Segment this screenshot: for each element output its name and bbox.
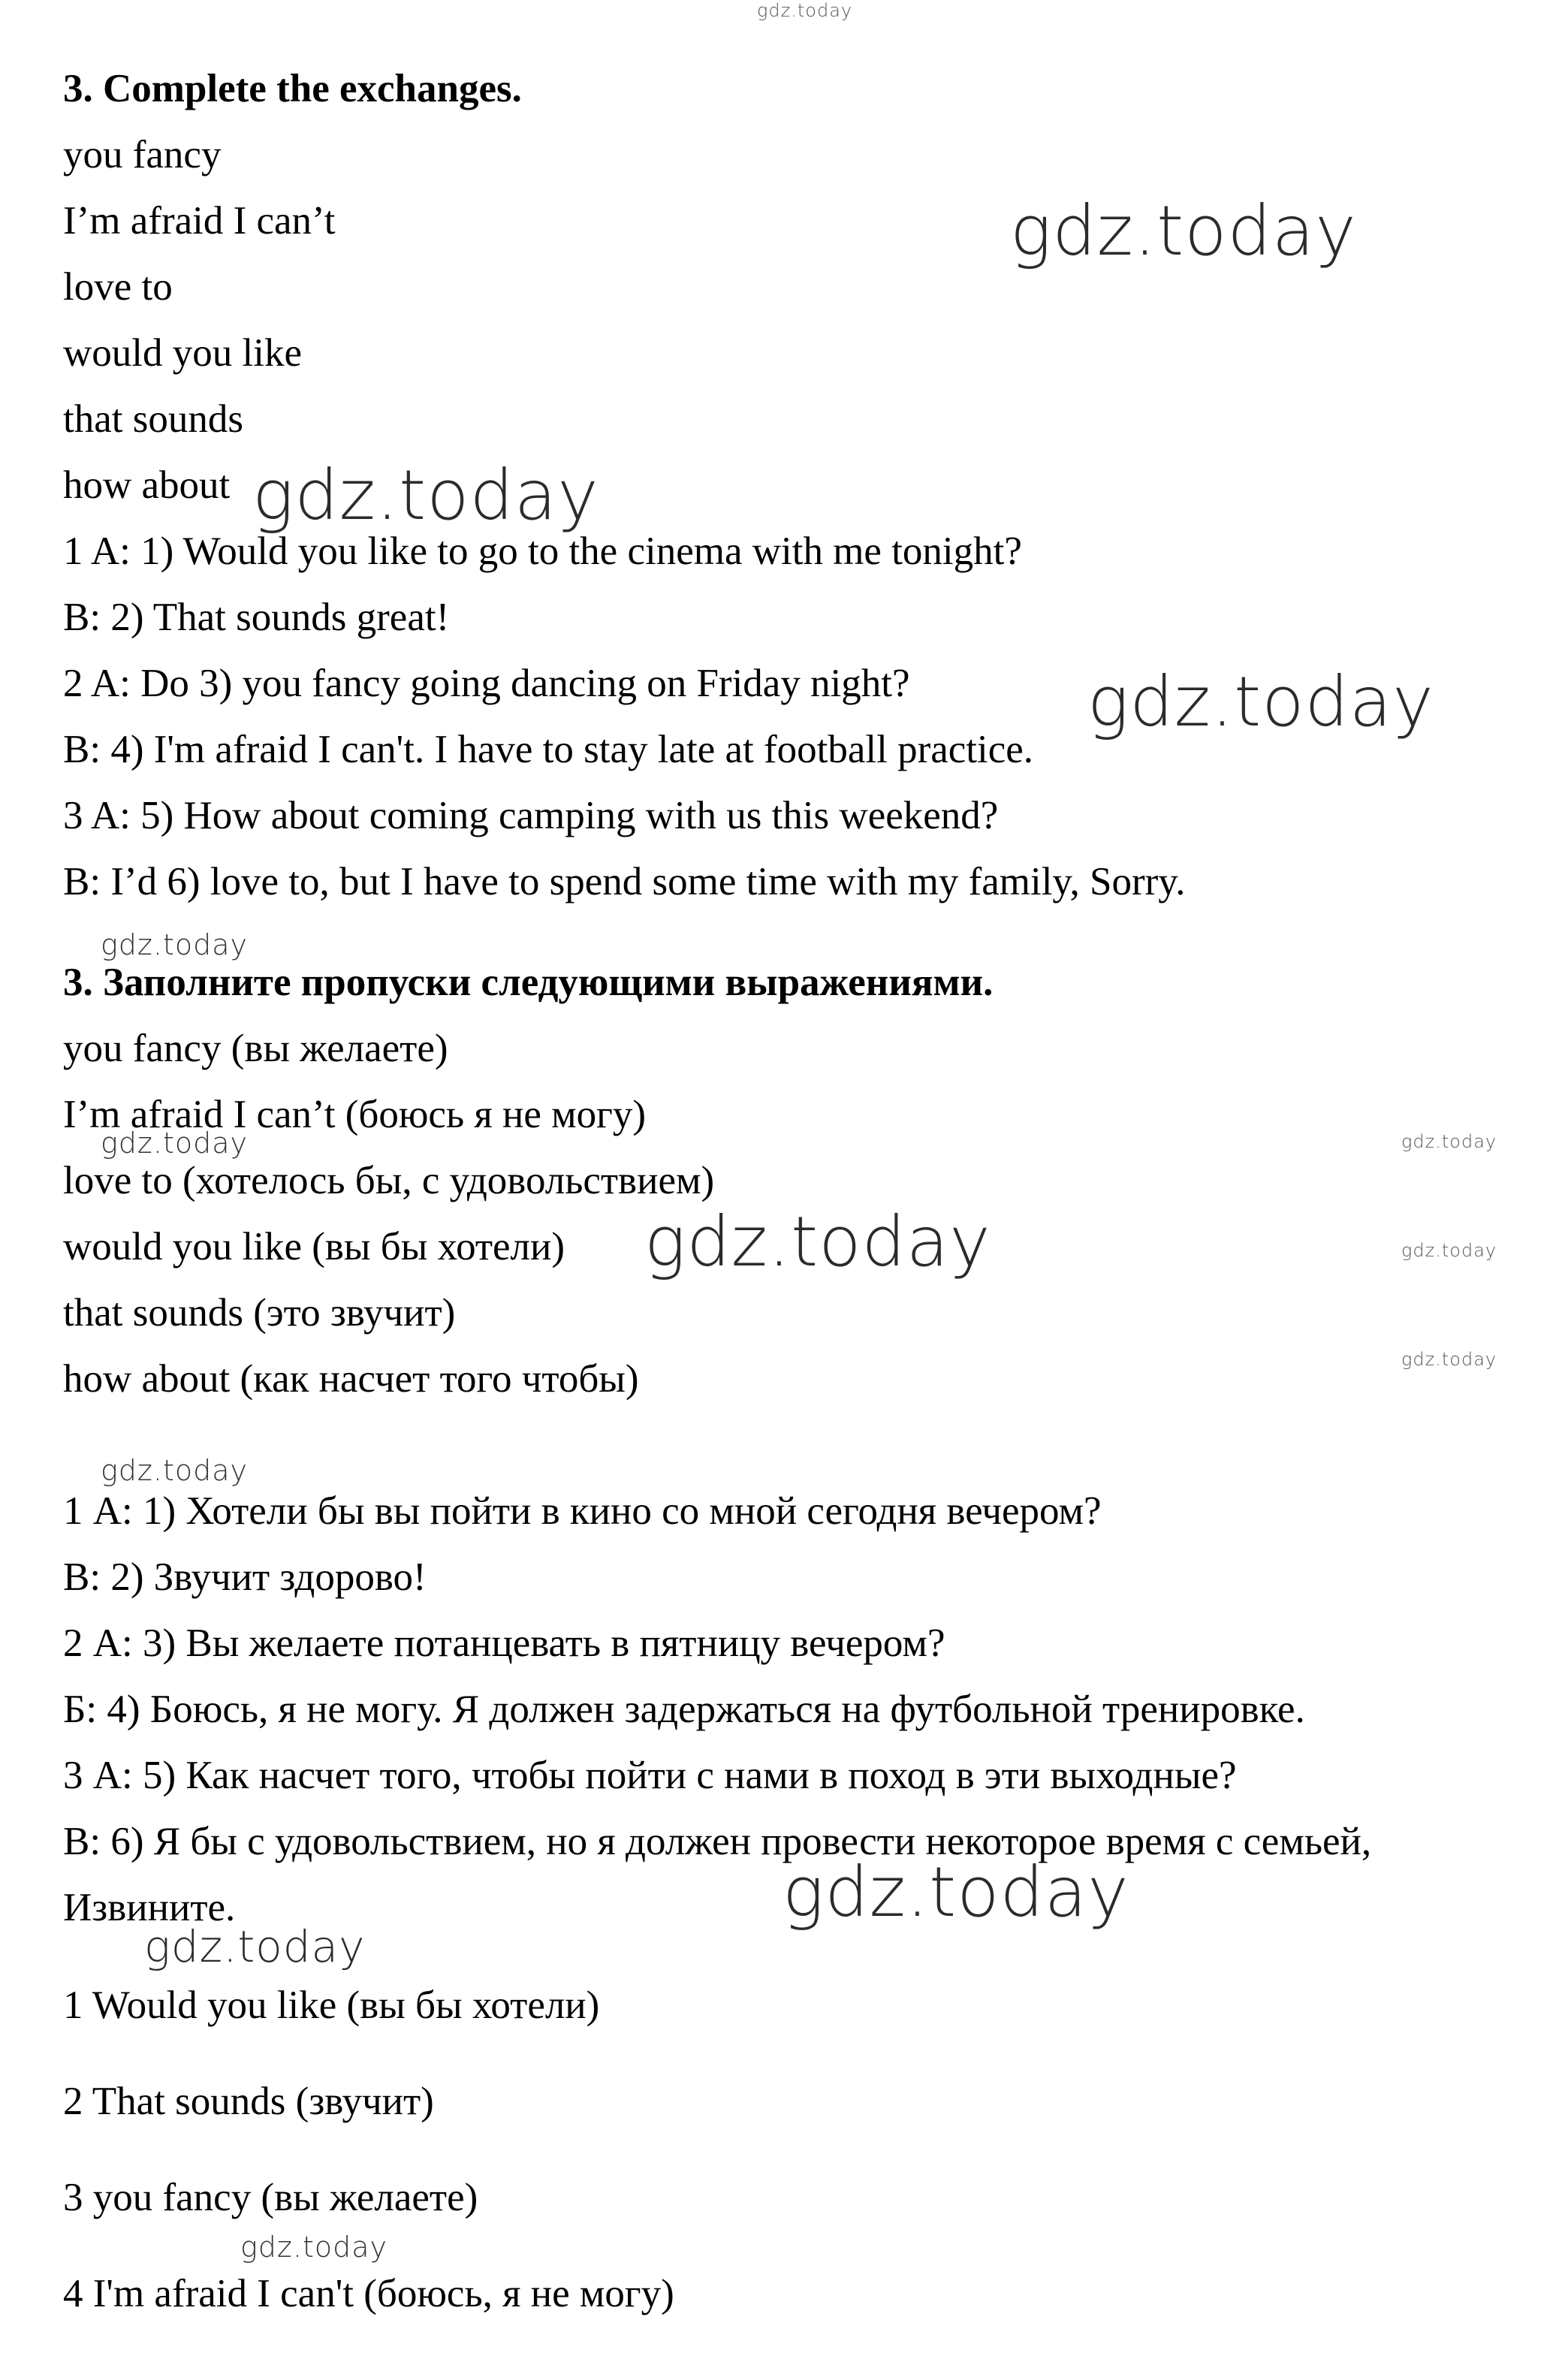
dialogue-line: B: 2) That sounds great!: [63, 596, 450, 639]
watermark: gdz.today: [252, 455, 599, 535]
dialogue-line: 1 A: 1) Would you like to go to the cinema with me tonight?: [63, 529, 1022, 573]
watermark: gdz.today: [101, 1454, 248, 1487]
watermark: gdz.today: [757, 0, 853, 21]
phrase-translation: you fancy (вы желаете): [63, 1027, 448, 1070]
watermark: gdz.today: [240, 2231, 387, 2264]
phrase-translation: that sounds (это звучит): [63, 1291, 456, 1335]
answer-item: 3 you fancy (вы желаете): [63, 2176, 478, 2219]
phrase-item: you fancy: [63, 133, 222, 176]
dialogue-translation-line: 2 А: 3) Вы желаете потанцевать в пятницу вечером?: [63, 1621, 945, 1665]
phrase-item: how about: [63, 463, 231, 507]
dialogue-translation-line: В: 2) Звучит здорово!: [63, 1555, 427, 1599]
watermark: gdz.today: [782, 1852, 1129, 1932]
watermark: gdz.today: [644, 1202, 991, 1282]
watermark: gdz.today: [1401, 1240, 1497, 1261]
phrase-item: that sounds: [63, 397, 243, 441]
phrase-item: would you like: [63, 331, 302, 375]
answer-item: 4 I'm afraid I can't (боюсь, я не могу): [63, 2272, 674, 2315]
answer-item: 2 That sounds (звучит): [63, 2080, 434, 2123]
phrase-translation: would you like (вы бы хотели): [63, 1225, 565, 1268]
dialogue-translation-line: Б: 4) Боюсь, я не могу. Я должен задержаться на футбольной тренировке.: [63, 1688, 1305, 1731]
dialogue-translation-line: 3 А: 5) Как насчет того, чтобы пойти с нами в поход в эти выходные?: [63, 1754, 1237, 1797]
dialogue-translation-line: Извините.: [63, 1886, 236, 1929]
watermark: gdz.today: [101, 928, 248, 961]
dialogue-line: B: 4) I'm afraid I can't. I have to stay late at football practice.: [63, 728, 1034, 771]
exercise-heading-ru: 3. Заполните пропуски следующими выражениями.: [63, 961, 994, 1004]
dialogue-line: B: I’d 6) love to, but I have to spend some time with my family, Sorry.: [63, 860, 1186, 903]
watermark: gdz.today: [1401, 1131, 1497, 1152]
phrase-item: I’m afraid I can’t: [63, 199, 336, 243]
watermark: gdz.today: [1010, 191, 1357, 271]
phrase-translation: how about (как насчет того чтобы): [63, 1357, 639, 1401]
dialogue-translation-line: 1 А: 1) Хотели бы вы пойти в кино со мной сегодня вечером?: [63, 1489, 1102, 1533]
watermark: gdz.today: [1087, 662, 1434, 742]
dialogue-line: 2 A: Do 3) you fancy going dancing on Friday night?: [63, 662, 910, 705]
answer-item: 1 Would you like (вы бы хотели): [63, 1983, 600, 2027]
watermark: gdz.today: [101, 1127, 248, 1160]
dialogue-line: 3 A: 5) How about coming camping with us this weekend?: [63, 794, 999, 837]
watermark: gdz.today: [144, 1921, 366, 1972]
watermark: gdz.today: [1401, 1349, 1497, 1370]
phrase-translation: I’m afraid I can’t (боюсь я не могу): [63, 1093, 647, 1136]
dialogue-translation-line: В: 6) Я бы с удовольствием, но я должен провести некоторое время с семьей,: [63, 1820, 1372, 1863]
phrase-translation: love to (хотелось бы, с удовольствием): [63, 1159, 715, 1202]
exercise-heading-en: 3. Complete the exchanges.: [63, 67, 522, 110]
phrase-item: love to: [63, 265, 173, 309]
